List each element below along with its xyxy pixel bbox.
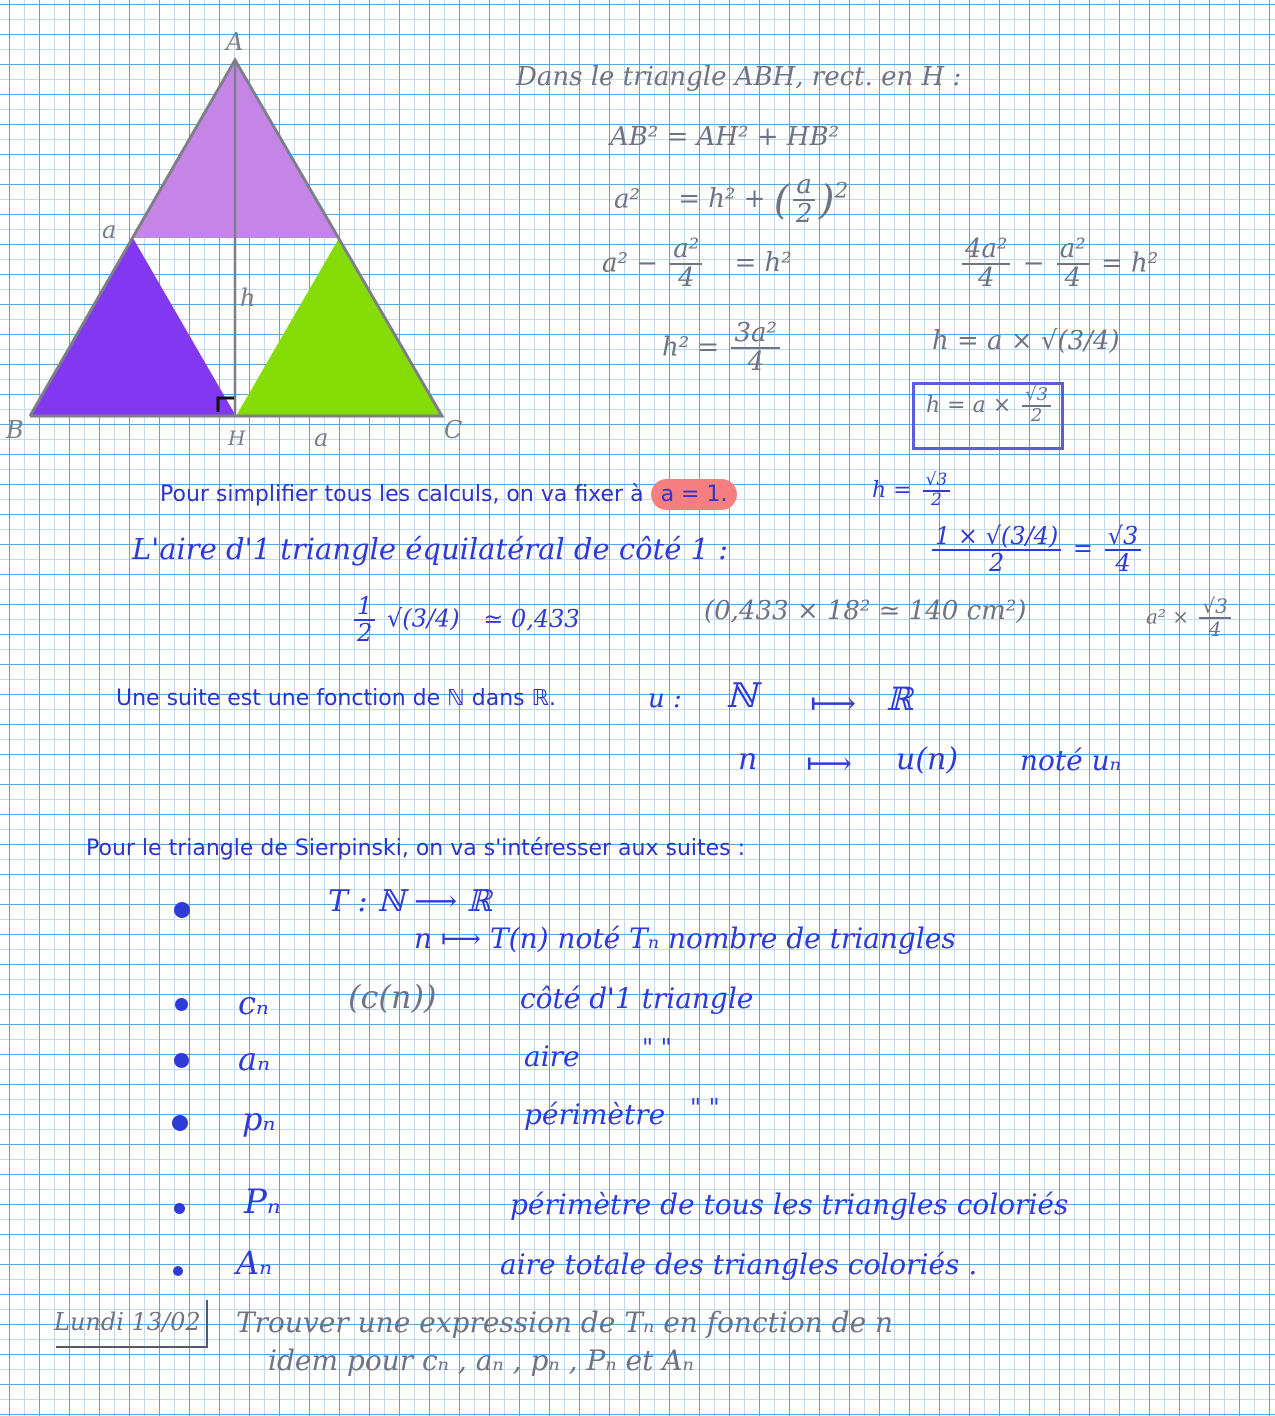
eq4-fraction: $\frac{\text{3a²}}{4}$ — [731, 320, 779, 377]
eq-subtract: a² − $\frac{\text{a²}}{4}$ = h² — [602, 234, 792, 294]
A-desc: aire totale des triangles coloriés . — [500, 1248, 978, 1281]
eq-h-root: h = a × √(3/4) — [932, 326, 1120, 356]
label-H: H — [228, 426, 246, 450]
label-side-a-bottom: a — [314, 424, 329, 452]
A-name: Aₙ — [236, 1244, 273, 1282]
simplify-text: Pour simplifier tous les calculs, on va fixer à a = 1. — [160, 482, 737, 507]
task-2: idem pour cₙ , aₙ , pₙ , Pₙ et Aₙ — [268, 1344, 694, 1377]
suite-u-label: u : — [648, 684, 682, 714]
area-heading: L'aire d'1 triangle équilatéral de côté 1 : — [132, 532, 729, 566]
highlight-a-equals-1: a = 1. — [651, 479, 738, 510]
c-name: cₙ — [238, 984, 269, 1022]
h-value: h = $\frac{√3}{2}$ — [872, 472, 954, 510]
task-1: Trouver une expression de Tₙ en fonction de n — [236, 1306, 894, 1339]
a-ditto: " " — [642, 1034, 672, 1062]
label-side-a-left: a — [102, 216, 117, 244]
label-C: C — [444, 416, 463, 444]
bullet-P — [174, 1203, 185, 1214]
bullet-a — [174, 1053, 189, 1068]
suite-text: Une suite est une fonction de ℕ dans ℝ. — [116, 686, 557, 711]
eq6-fraction: $\frac{√3}{2}$ — [1022, 386, 1051, 426]
map2-to: u(n) — [896, 742, 959, 777]
c-paren: (c(n)) — [348, 978, 437, 1016]
T-def-2: n ⟼ T(n) noté Tₙ nombre de triangles — [414, 922, 956, 955]
sierpinski-figure — [0, 30, 480, 460]
T-def-1: T : ℕ ⟶ ℝ — [328, 884, 492, 919]
left-triangle — [30, 238, 236, 416]
bullet-A — [173, 1266, 183, 1276]
eq2-mid: = h² + — [678, 184, 766, 215]
pythagoras-title: Dans le triangle ABH, rect. en H : — [516, 62, 962, 92]
map1-to: ℝ — [886, 680, 913, 718]
sierpinski-text: Pour le triangle de Sierpinski, on va s'intéresser aux suites : — [86, 836, 746, 861]
bullet-p — [172, 1115, 188, 1131]
eq2-lhs: a² — [614, 184, 640, 215]
eq2-fraction: $\frac{a}{2}$ — [793, 172, 815, 229]
eq-common-denominator: $\frac{\text{4a²}}{4}$ − $\frac{\text{a²}}{4}$ = h² — [958, 236, 1158, 293]
p-ditto: " " — [690, 1094, 720, 1122]
map1-from: ℕ — [726, 676, 758, 716]
label-A: A — [226, 28, 244, 56]
c-desc: côté d'1 triangle — [520, 982, 754, 1015]
area-cm-note: (0,433 × 18² ≃ 140 cm²) — [704, 596, 1027, 626]
eq-a-squared: a² = h² + ( $\frac{a}{2}$ )$^2$ — [614, 170, 849, 230]
date-label: Lundi 13/02 — [54, 1308, 201, 1336]
bullet-T — [174, 902, 190, 918]
a-name: aₙ — [238, 1040, 271, 1078]
eq3b-fraction-2: $\frac{\text{a²}}{4}$ — [1057, 236, 1089, 293]
map1-arrow: ⟼ — [810, 684, 856, 722]
area-approx: $\frac{1}{2}$ √(3/4) ≃ 0,433 — [350, 594, 580, 646]
eq-h-squared: h² = $\frac{\text{3a²}}{4}$ — [662, 320, 784, 377]
area-result-fraction: $\frac{√3}{4}$ — [1105, 524, 1142, 576]
map2-arrow: ⟼ — [806, 744, 852, 782]
area-general: a² × $\frac{√3}{4}$ — [1146, 596, 1235, 640]
bullet-c — [175, 998, 188, 1011]
label-height-h: h — [240, 284, 256, 312]
P-desc: périmètre de tous les triangles coloriés — [510, 1188, 1069, 1221]
eq3-fraction: $\frac{\text{a²}}{4}$ — [670, 236, 702, 293]
p-name: pₙ — [242, 1100, 276, 1138]
h-value-fraction: $\frac{√3}{2}$ — [923, 472, 951, 510]
area-formula: $\frac{1 \times √(3/4)}{2}$ = $\frac{√3}{4}$ — [928, 524, 1145, 576]
half-fraction: $\frac{1}{2}$ — [354, 594, 375, 646]
map2-note: noté uₙ — [1020, 744, 1121, 777]
p-desc: périmètre — [524, 1098, 666, 1131]
area-general-fraction: $\frac{√3}{4}$ — [1199, 596, 1230, 640]
map2-from: n — [738, 742, 758, 777]
area-fraction: $\frac{1 \times √(3/4)}{2}$ — [932, 524, 1061, 576]
eq3b-fraction-1: $\frac{\text{4a²}}{4}$ — [962, 236, 1010, 293]
eq-h-final: h = a × $\frac{√3}{2}$ — [926, 386, 1055, 426]
a-desc: aire — [524, 1040, 580, 1073]
label-B: B — [6, 416, 24, 444]
eq-pythagoras: AB² = AH² + HB² — [610, 122, 840, 152]
right-triangle — [236, 238, 442, 416]
P-name: Pₙ — [244, 1182, 281, 1222]
